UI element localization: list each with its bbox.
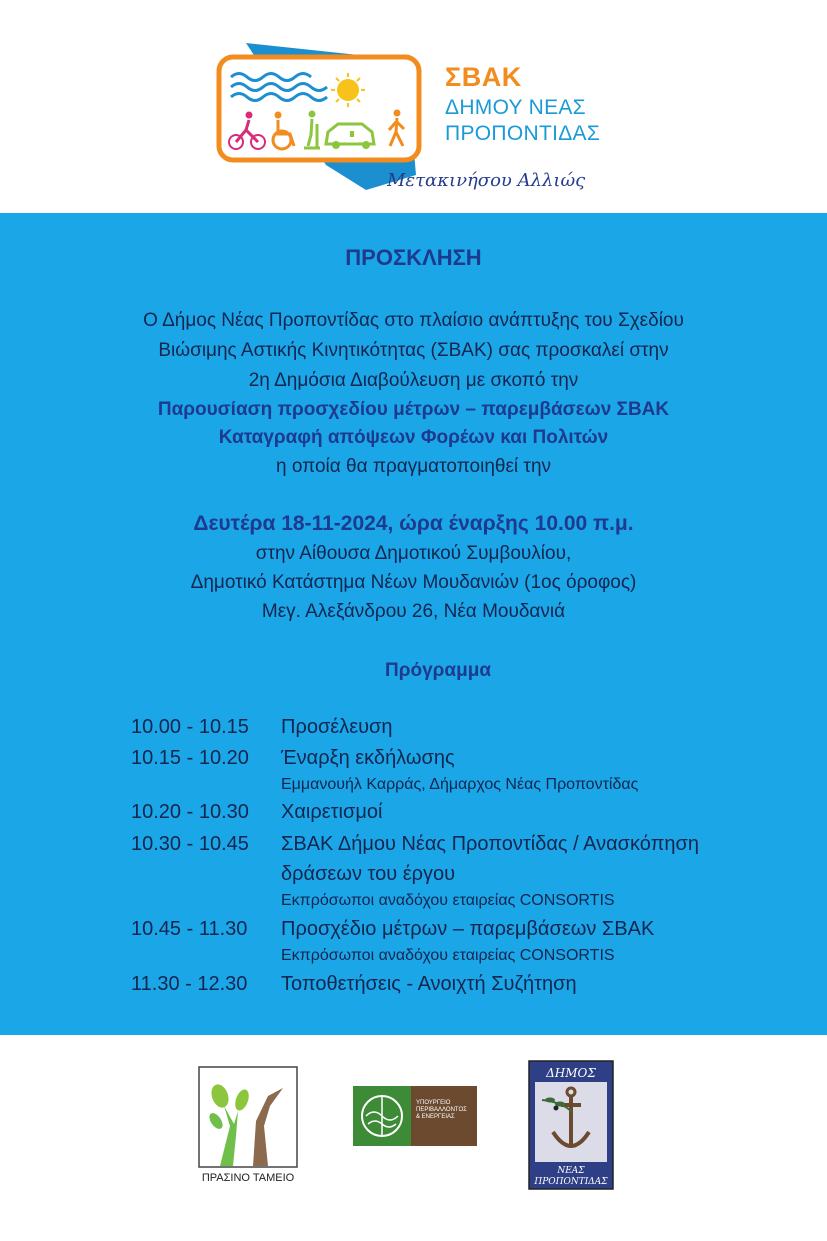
- program-activity: ΣΒΑΚ Δήμου Νέας Προποντίδας / Ανασκόπηση: [281, 833, 699, 855]
- footer-logos: [0, 1035, 827, 1241]
- purpose-highlight: Παρουσίαση προσχεδίου μέτρων – παρεμβάσεων ΣΒΑΚ: [157, 399, 670, 420]
- program-row: [0, 918, 827, 946]
- brand-title: ΣΒΑΚ: [445, 62, 522, 92]
- program-heading: Πρόγραμμα: [385, 660, 492, 681]
- invitation-panel: [0, 213, 827, 1035]
- program-speaker: Εμμανουήλ Καρράς, Δήμαρχος Νέας Προποντίδας: [281, 776, 639, 793]
- brand-subtitle-line1: ΔΗΜΟΥ ΝΕΑΣ: [445, 96, 586, 119]
- municipality-bottom-text: ΠΡΟΠΟΝΤΙΔΑΣ: [534, 1177, 608, 1187]
- invitation-title: ΠΡΟΣΚΛΗΣΗ: [345, 245, 482, 270]
- program-activity: Χαιρετισμοί: [281, 801, 383, 823]
- intro-line: 2η Δημόσια Διαβούλευση με σκοπό την: [248, 370, 579, 391]
- event-date: Δευτέρα 18-11-2024, ώρα έναρξης 10.00 π.μ.: [193, 512, 634, 535]
- venue-line: στην Αίθουσα Δημοτικού Συμβουλίου,: [255, 543, 572, 564]
- program-speaker: Εκπρόσωποι αναδόχου εταιρείας CONSORTIS: [281, 892, 615, 909]
- program-row: [0, 833, 827, 861]
- brand-subtitle-line2: ΠΡΟΠΟΝΤΙΔΑΣ: [445, 122, 601, 145]
- program-time: 10.20 - 10.30: [131, 801, 249, 823]
- green-fund-label: ΠΡΑΣΙΝΟ ΤΑΜΕΙΟ: [201, 1172, 295, 1184]
- program-speaker: Εκπρόσωποι αναδόχου εταιρείας CONSORTIS: [281, 947, 615, 964]
- ministry-text: [416, 1100, 467, 1121]
- program-activity: Έναρξη εκδήλωσης: [281, 747, 455, 769]
- program-activity-continued: δράσεων του έργου: [281, 863, 456, 885]
- municipality-emblem-icon: [528, 1060, 614, 1190]
- program-row: [0, 973, 827, 1001]
- program-activity: Προσχέδιο μέτρων – παρεμβάσεων ΣΒΑΚ: [281, 918, 655, 940]
- program-row: [0, 801, 827, 829]
- municipality-top-text: ΔΗΜΟΣ: [546, 1066, 596, 1080]
- intro-line: Ο Δήμος Νέας Προποντίδας στο πλαίσιο ανάπτυξης του Σχεδίου: [143, 310, 684, 331]
- program-time: 10.00 - 10.15: [131, 716, 249, 738]
- program-time: 10.15 - 10.20: [131, 747, 249, 769]
- venue-line: Μεγ. Αλεξάνδρου 26, Νέα Μουδανιά: [261, 601, 566, 622]
- program-activity: Τοποθετήσεις - Ανοιχτή Συζήτηση: [281, 973, 577, 995]
- header: [0, 0, 827, 213]
- program-time: 10.45 - 11.30: [131, 918, 248, 940]
- intro-line: Βιώσιμης Αστικής Κινητικότητας (ΣΒΑΚ) σας προσκαλεί στην: [158, 340, 669, 361]
- sbak-logo-icon: [216, 40, 426, 190]
- closing-line: η οποία θα πραγματοποιηθεί την: [275, 456, 552, 477]
- purpose-highlight: Καταγραφή απόψεων Φορέων και Πολιτών: [218, 427, 609, 448]
- program-time: 11.30 - 12.30: [131, 973, 248, 995]
- ministry-text-line: ΠΕΡΙΒΑΛΛΟΝΤΟΣ: [416, 1107, 467, 1113]
- venue-line: Δημοτικό Κατάστημα Νέων Μουδανιών (1ος όροφος): [190, 572, 637, 593]
- ministry-text-line: ΥΠΟΥΡΓΕΙΟ: [416, 1100, 451, 1106]
- brand-slogan: Μετακινήσου Αλλιώς: [387, 170, 586, 191]
- ministry-text-line: & ΕΝΕΡΓΕΙΑΣ: [416, 1114, 455, 1120]
- program-row: [0, 747, 827, 775]
- program-time: 10.30 - 10.45: [131, 833, 249, 855]
- program-row: [0, 716, 827, 744]
- municipality-bottom-text: ΝΕΑΣ: [557, 1166, 585, 1176]
- program-activity: Προσέλευση: [281, 716, 393, 738]
